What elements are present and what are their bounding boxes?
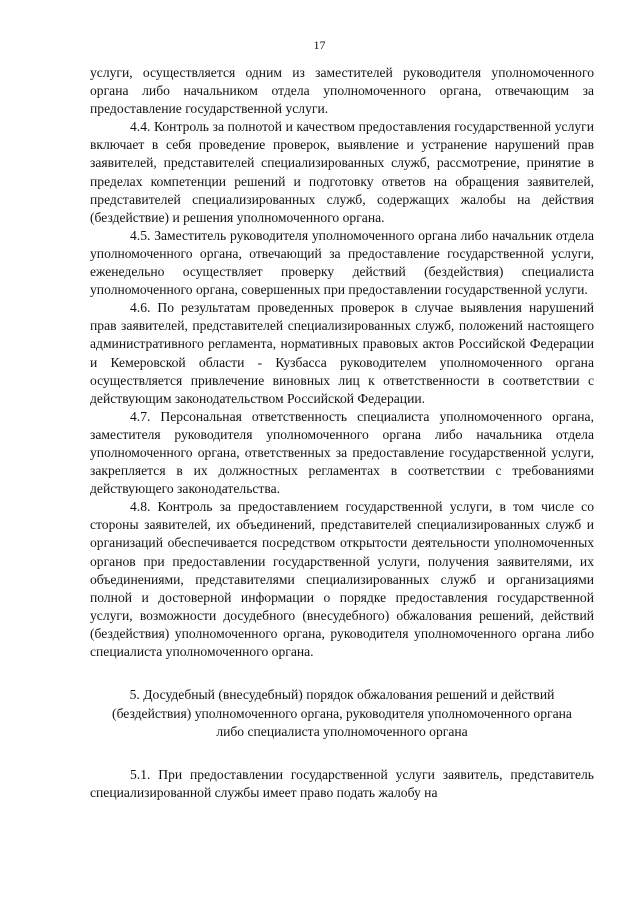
document-body bbox=[90, 64, 594, 802]
paragraph-4-5: 4.5. Заместитель руководителя уполномоченного органа либо начальник отдела уполномоченного органа, отвечающий за предоставление государственной услуги, еженедельно осуществляет проверку действий (бездействия) специалиста уполномоченного органа, совершенных при предоставлении государственной услуги. bbox=[90, 227, 594, 298]
page-number: 17 bbox=[313, 38, 326, 52]
section-heading: 5. Досудебный (внесудебный) порядок обжалования решений и действий (бездействия) уполномоченного органа, руководителя уполномоченного органа либо специалиста уполномоченного органа bbox=[112, 687, 572, 740]
paragraph-4-8: 4.8. Контроль за предоставлением государственной услуги, в том числе со стороны заявителей, их объединений, представителей специализированных служб и организаций обеспечивается посредством открытости деятельности уполномоченных органов при предоставлении государственной услуги, получения заявителями, их объединениями, представителями специализированных служб и организациями полной и достоверной информации о порядке предоставления государственной услуги, возможности досудебного (внесудебного) обжалования решений, действий (бездействия) уполномоченного органа, руководителя уполномоченного органа либо специалиста уполномоченного органа. bbox=[90, 499, 594, 659]
paragraph-4-4: 4.4. Контроль за полнотой и качеством предоставления государственной услуги включает в себя проведение проверок, выявление и устранение нарушений прав заявителей, представителей специализированных служб, рассмотрение, принятие в пределах компетенции решений и подготовку ответов на обращения заявителей, представителей специализированных служб, содержащих жалобы на действия (бездействие) и решения уполномоченного органа. bbox=[90, 119, 594, 225]
paragraph-4-6: 4.6. По результатам проведенных проверок в случае выявления нарушений прав заявителей, представителей специализированных служб, положений настоящего административного регламента, нормативных правовых актов Российской Федерации и Кемеровской области - Кузбасса руководителем уполномоченного органа осуществляется привлечение виновных лиц к ответственности в соответствии с действующим законодательством Российской Федерации. bbox=[90, 300, 594, 406]
paragraph-continuation: услуги, осуществляется одним из заместителей руководителя уполномоченного органа либо начальником отдела уполномоченного органа, отвечающим за предоставление государственной услуги. bbox=[90, 65, 594, 117]
paragraph-5-1: 5.1. При предоставлении государственной услуги заявитель, представитель специализированной службы имеет право подать жалобу на bbox=[90, 766, 594, 800]
paragraph-4-7: 4.7. Персональная ответственность специалиста уполномоченного органа, заместителя руководителя уполномоченного органа либо начальника отдела уполномоченного органа, ответственных за предоставление государственной услуги, закрепляется в их должностных регламентах в соответствии с требованиями действующего законодательства. bbox=[90, 408, 594, 497]
